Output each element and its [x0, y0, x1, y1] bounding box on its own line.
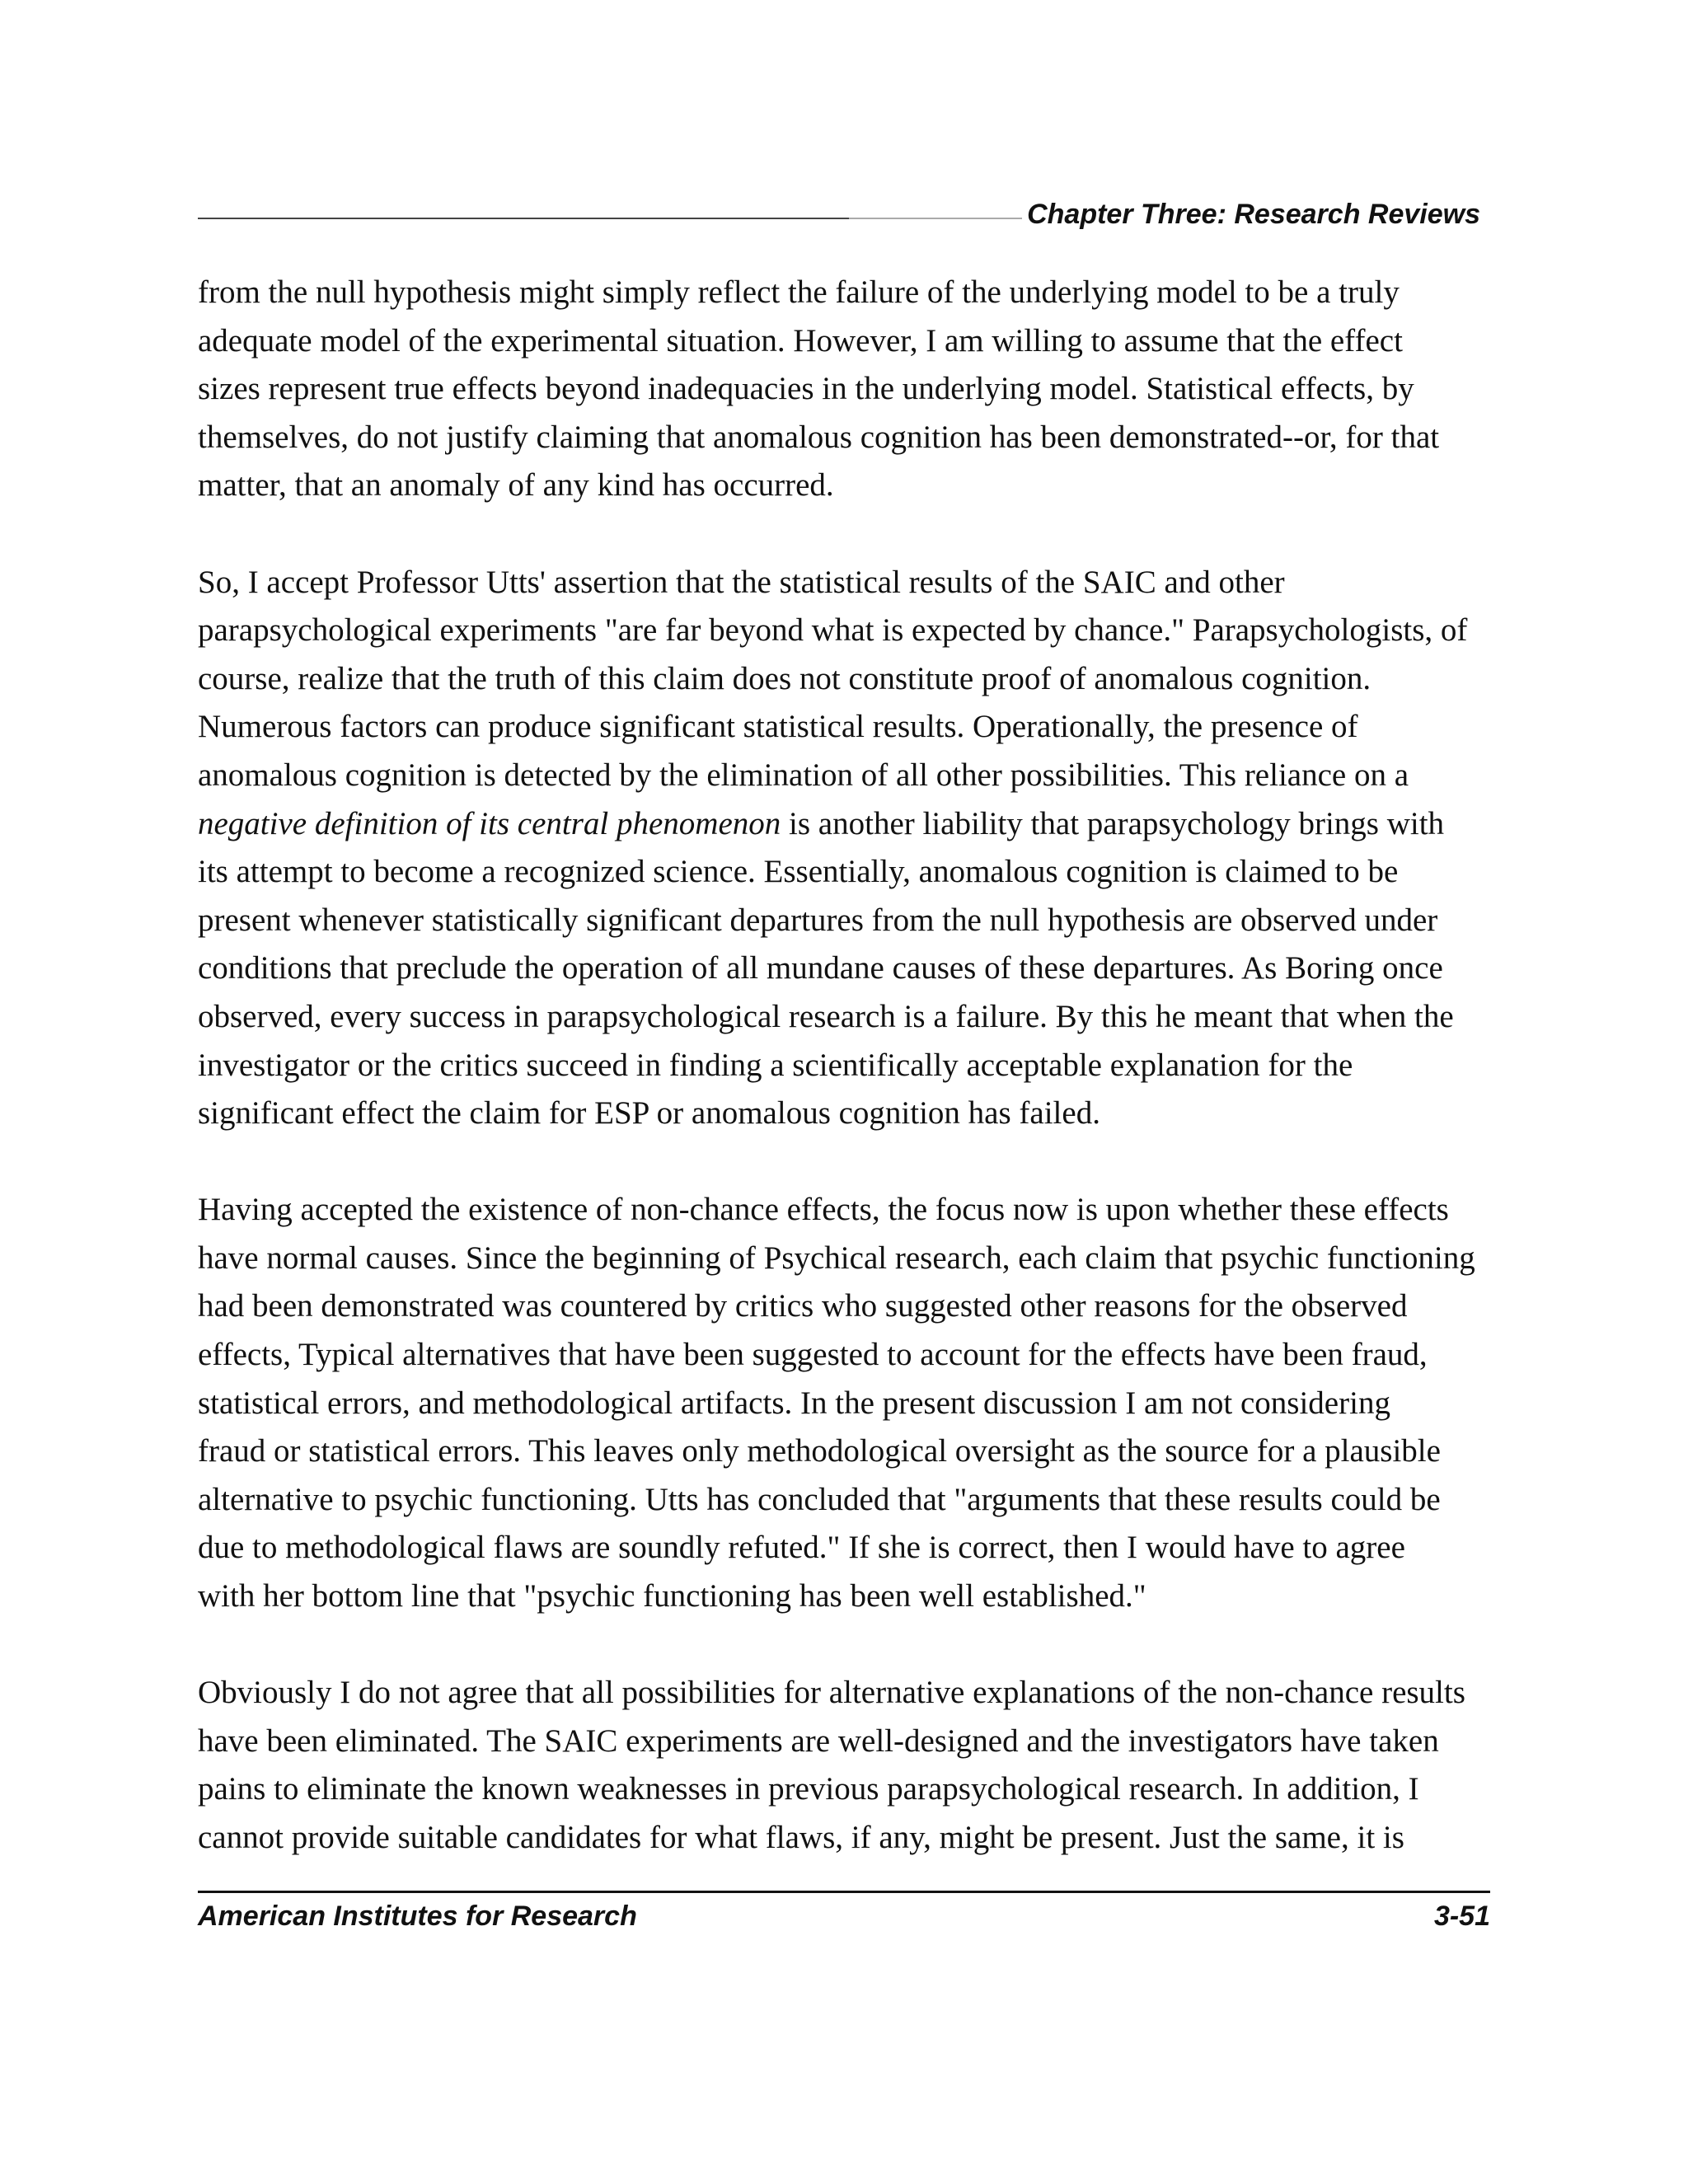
text-line: observed, every success in parapsychological research is a failure. By this he meant that when the: [198, 998, 1454, 1034]
text-line: Having accepted the existence of non-chance effects, the focus now is upon whether these effects: [198, 1192, 1449, 1228]
text-line: effects, Typical alternatives that have been suggested to account for the effects have been fraud,: [198, 1337, 1428, 1373]
text-line: have normal causes. Since the beginning of Psychical research, each claim that psychic functioning: [198, 1240, 1475, 1276]
text-line: had been demonstrated was countered by critics who suggested other reasons for the observed: [198, 1288, 1408, 1324]
footer-organization: American Institutes for Research: [198, 1900, 637, 1932]
paragraph-4: [198, 1669, 1490, 1862]
text-line: fraud or statistical errors. This leaves only methodological oversight as the source for a plausible: [198, 1433, 1441, 1469]
text-line: investigator or the critics succeed in finding a scientifically acceptable explanation for the: [198, 1047, 1353, 1083]
header-rule: [198, 218, 1022, 219]
text-line: present whenever statistically significant departures from the null hypothesis are observed under: [198, 902, 1438, 938]
body-text: [198, 269, 1490, 1910]
text-line: alternative to psychic functioning. Utts has concluded that "arguments that these results could be: [198, 1481, 1441, 1517]
text-line: due to methodological flaws are soundly refuted." If she is correct, then I would have to agree: [198, 1530, 1405, 1566]
paragraph-2: [198, 559, 1490, 1138]
footer-rule: [198, 1891, 1490, 1893]
text-line: course, realize that the truth of this claim does not constitute proof of anomalous cognition.: [198, 660, 1372, 696]
text-line: parapsychological experiments "are far beyond what is expected by chance." Parapsychologists, of: [198, 612, 1468, 649]
paragraph-1: [198, 269, 1490, 510]
text-line-italic-phrase: [198, 800, 1490, 849]
text-line: from the null hypothesis might simply reflect the failure of the underlying model to be a truly: [198, 274, 1400, 310]
text-line: pains to eliminate the known weaknesses in previous parapsychological research. In addition, I: [198, 1771, 1419, 1807]
text-line: sizes represent true effects beyond inadequacies in the underlying model. Statistical effects, by: [198, 371, 1414, 407]
text-line: anomalous cognition is detected by the elimination of all other possibilities. This reliance on a: [198, 757, 1409, 793]
text-line: themselves, do not justify claiming that anomalous cognition has been demonstrated--or, for that: [198, 419, 1440, 455]
text-line: Numerous factors can produce significant statistical results. Operationally, the presence of: [198, 709, 1358, 745]
text-line: Obviously I do not agree that all possibilities for alternative explanations of the non-chance results: [198, 1675, 1465, 1711]
text-line: matter, that an anomaly of any kind has occurred.: [198, 467, 834, 504]
text-line: cannot provide suitable candidates for what flaws, if any, might be present. Just the same, it is: [198, 1820, 1404, 1855]
text-line: with her bottom line that "psychic functioning has been well established.": [198, 1578, 1146, 1615]
text-line: So, I accept Professor Utts' assertion that the statistical results of the SAIC and other: [198, 564, 1285, 600]
page-number: 3-51: [1433, 1900, 1490, 1932]
text-line: conditions that preclude the operation of all mundane causes of these departures. As Boring once: [198, 950, 1443, 987]
text-line: statistical errors, and methodological artifacts. In the present discussion I am not considering: [198, 1385, 1390, 1421]
header-rule-fade: [849, 218, 1022, 219]
chapter-title: Chapter Three: Research Reviews: [1027, 199, 1480, 230]
italic-emphasis: negative definition of its central phenomenon: [198, 805, 781, 841]
text-line-rest: is another liability that parapsychology brings with: [781, 805, 1445, 841]
text-line: significant effect the claim for ESP or anomalous cognition has failed.: [198, 1095, 1100, 1132]
text-line: its attempt to become a recognized science. Essentially, anomalous cognition is claimed to be: [198, 854, 1399, 890]
text-line: have been eliminated. The SAIC experiments are well-designed and the investigators have taken: [198, 1722, 1439, 1759]
paragraph-3: [198, 1186, 1490, 1620]
text-line: adequate model of the experimental situation. However, I am willing to assume that the effect: [198, 322, 1403, 359]
